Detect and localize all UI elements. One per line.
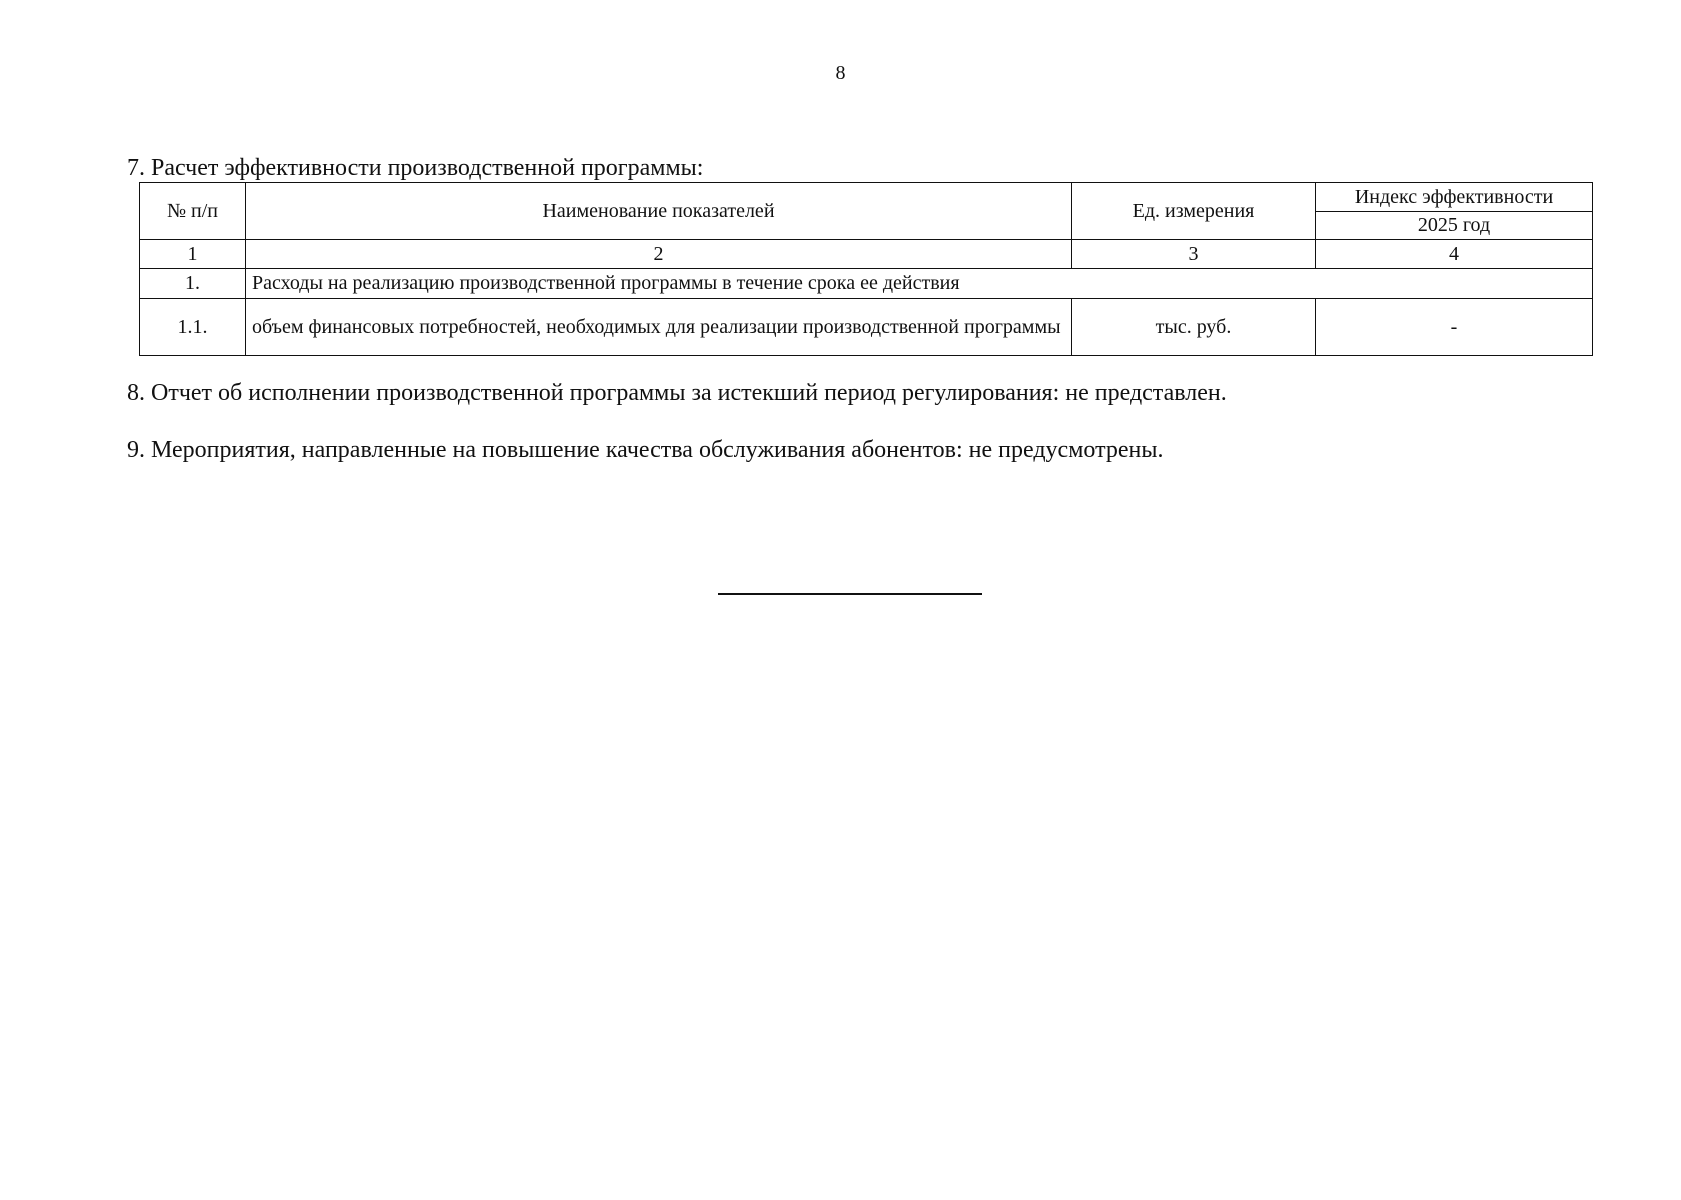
section-9-text: 9. Мероприятия, направленные на повышение качества обслуживания абонентов: не предусмотрены. xyxy=(127,437,1164,463)
efficiency-table xyxy=(139,182,1593,356)
section-8-text: 8. Отчет об исполнении производственной программы за истекший период регулирования: не представлен. xyxy=(127,380,1227,406)
header-year: 2025 год xyxy=(1316,211,1593,240)
section-7-heading: 7. Расчет эффективности производственной программы: xyxy=(127,155,704,181)
column-number-row xyxy=(140,240,1593,269)
column-number: 4 xyxy=(1316,240,1593,269)
item-row-num: 1.1. xyxy=(140,298,246,355)
item-row-value: - xyxy=(1316,298,1593,355)
header-num: № п/п xyxy=(140,183,246,240)
group-row-num: 1. xyxy=(140,268,246,298)
header-unit: Ед. измерения xyxy=(1072,183,1316,240)
column-number: 1 xyxy=(140,240,246,269)
group-row-text: Расходы на реализацию производственной программы в течение срока ее действия xyxy=(246,268,1593,298)
header-name: Наименование показателей xyxy=(246,183,1072,240)
item-row-unit: тыс. руб. xyxy=(1072,298,1316,355)
header-index: Индекс эффективности xyxy=(1316,183,1593,212)
item-row xyxy=(140,298,1593,355)
group-row xyxy=(140,268,1593,298)
column-number: 3 xyxy=(1072,240,1316,269)
column-number: 2 xyxy=(246,240,1072,269)
item-row-name: объем финансовых потребностей, необходимых для реализации производственной программы xyxy=(246,298,1072,355)
end-divider xyxy=(718,593,982,595)
header-row xyxy=(140,183,1593,212)
page-number: 8 xyxy=(835,62,846,84)
